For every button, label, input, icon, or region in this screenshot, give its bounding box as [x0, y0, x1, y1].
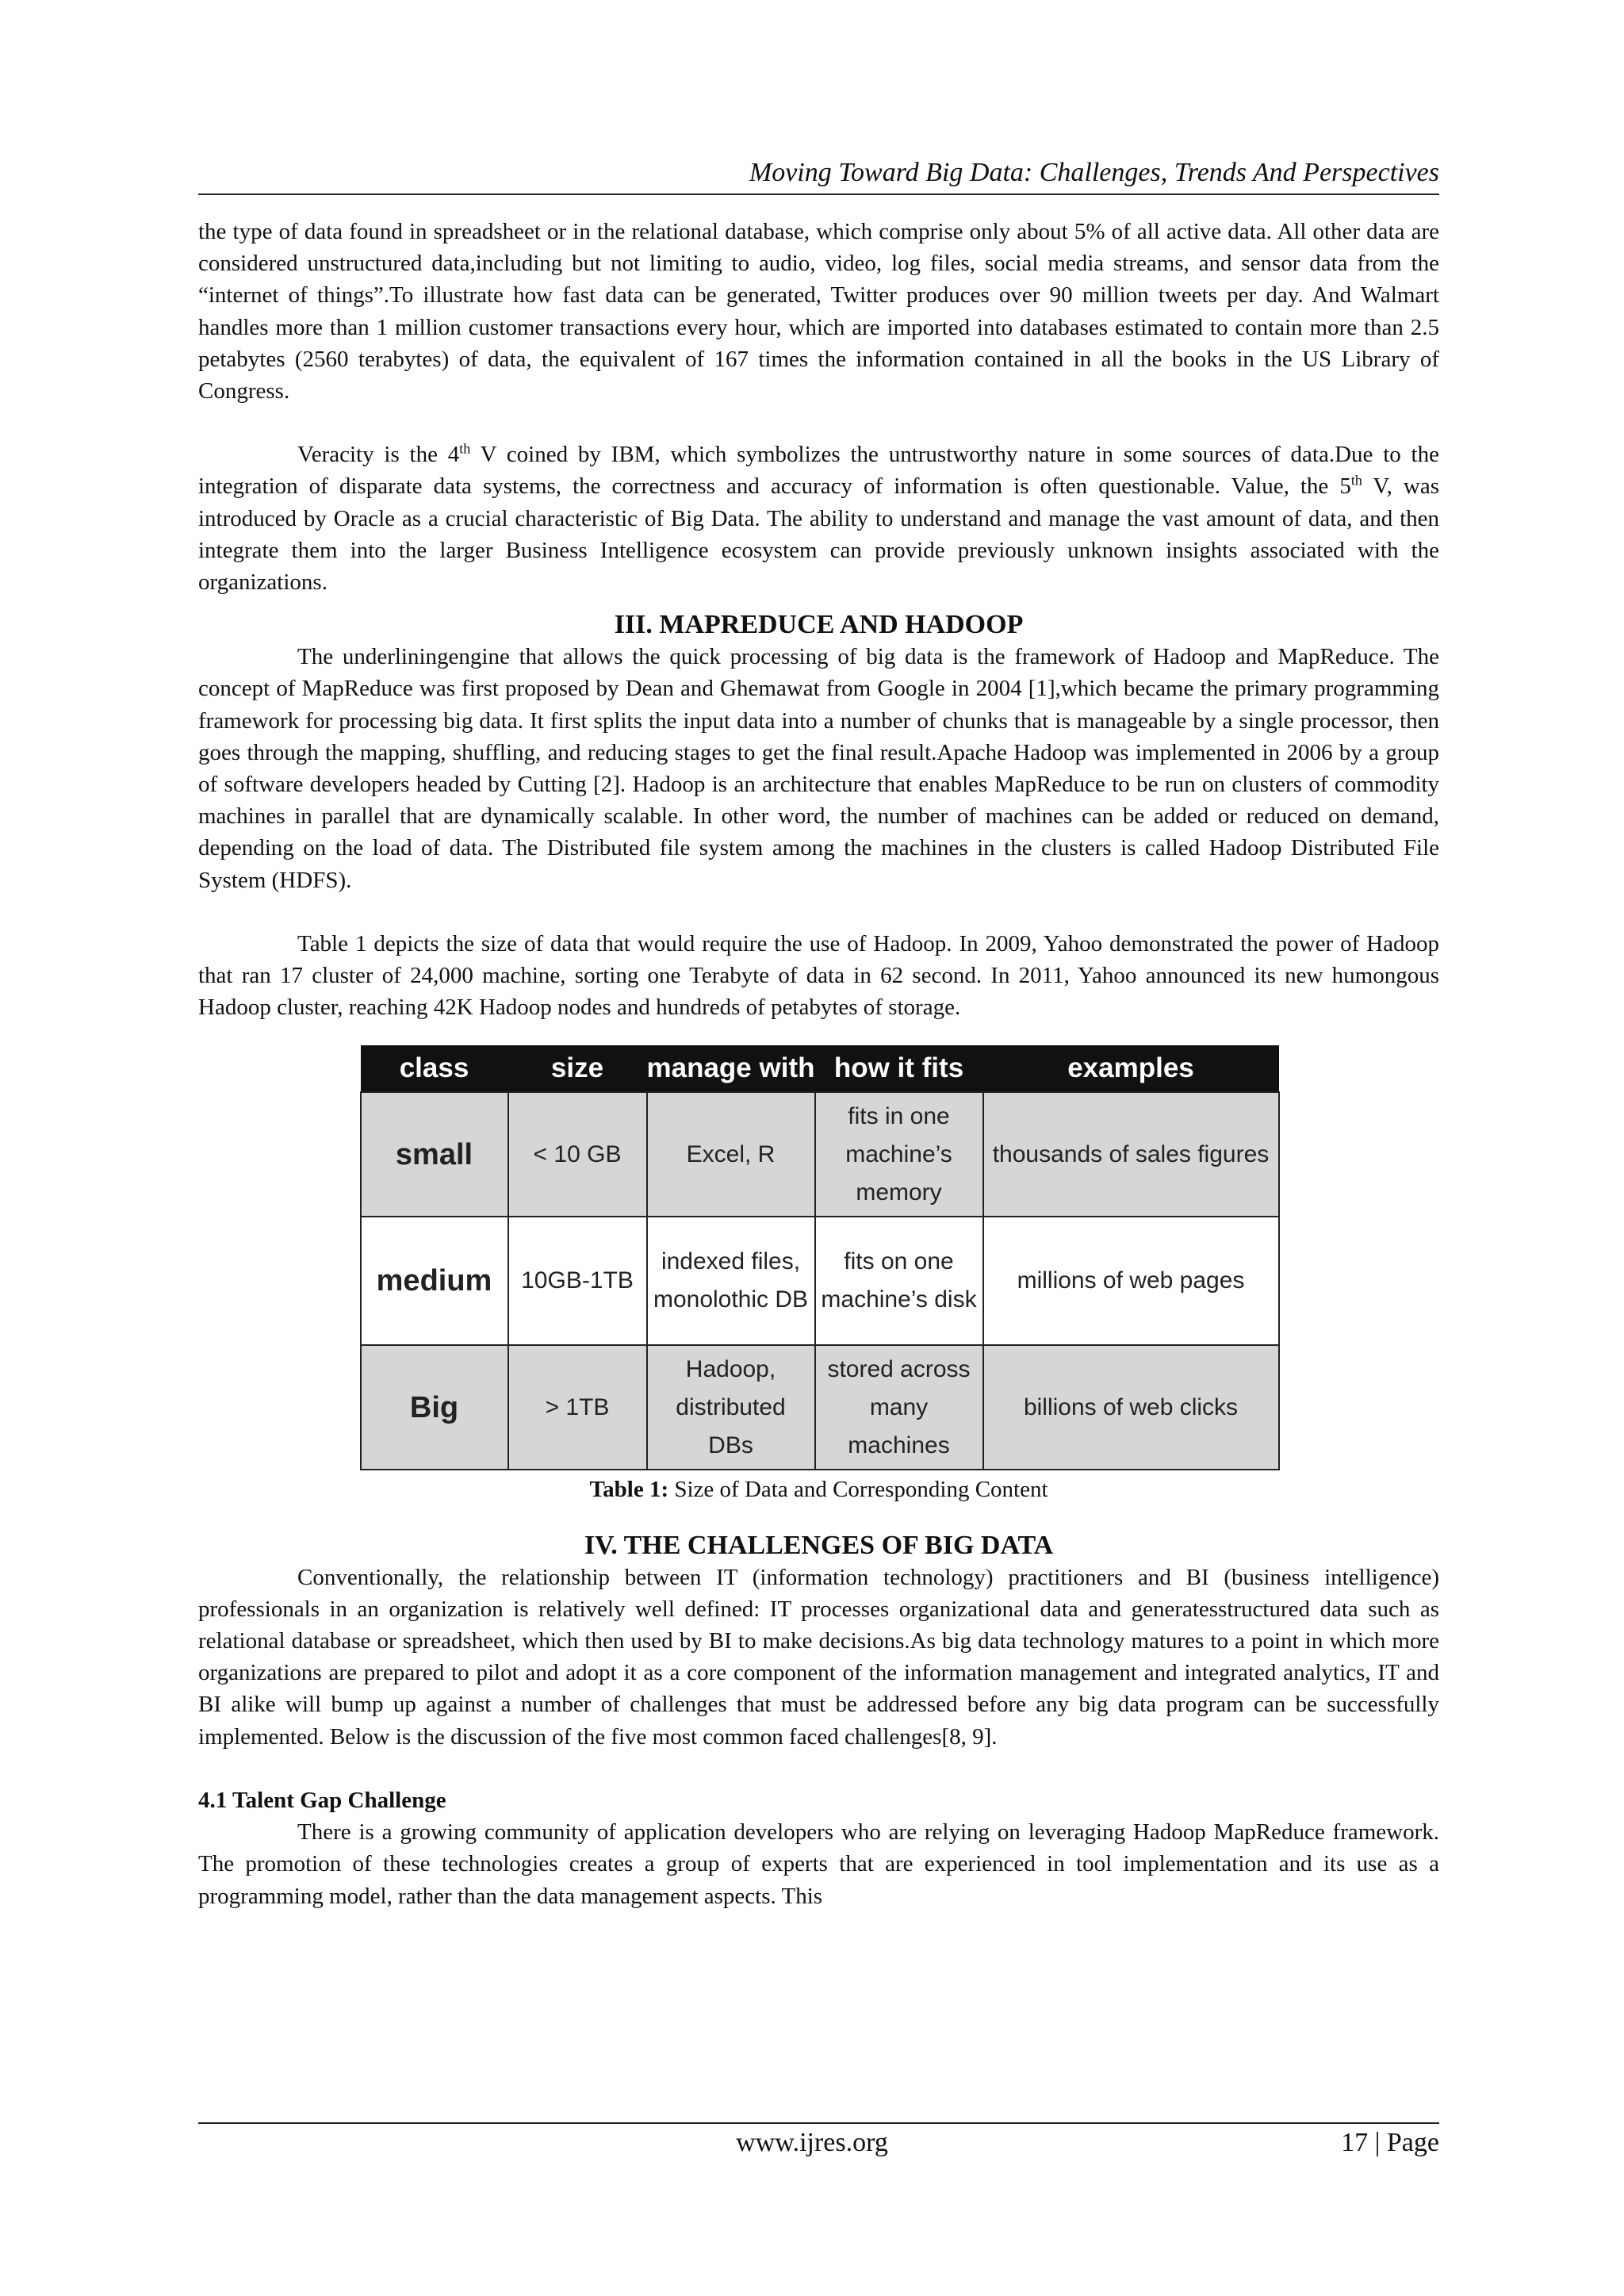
- table-cell: fits on one machine’s disk: [815, 1217, 983, 1345]
- table-header-cell: examples: [983, 1045, 1279, 1092]
- paragraph-table-intro: Table 1 depicts the size of data that would require the use of Hadoop. In 2009, Yahoo demonstrated the power of Hadoop that ran 17 cluster of 24,000 machine, sorting one Terabyte of data in 62 second. In 2011, Yahoo announced its new humongous Hadoop cluster, reaching 42K Hadoop nodes and hundreds of petabytes of storage.: [198, 930, 1439, 1021]
- table-cell: < 10 GB: [508, 1092, 647, 1217]
- table-header-cell: class: [361, 1045, 508, 1092]
- table-caption-label: Table 1:: [589, 1477, 669, 1503]
- page-body: [198, 216, 1439, 1912]
- footer-url: www.ijres.org: [736, 2128, 888, 2157]
- table-row: [361, 1217, 1279, 1345]
- data-size-table: [360, 1045, 1280, 1470]
- paragraph-data-types: the type of data found in spreadsheet or in the relational database, which comprise only about 5% of all active data. All other data are considered unstructured data,including but not limiting to audio, video, log files, social media streams, and sensor data from the “internet of things”.To illustrate how fast data can be generated, Twitter produces over 90 million tweets per day. And Walmart handles more than 1 million customer transactions every hour, which are imported into databases estimated to contain more than 2.5 petabytes (2560 terabytes) of data, the equivalent of 167 times the information contained in all the books in the US Library of Congress.: [198, 219, 1439, 404]
- section-heading-mapreduce: III. MAPREDUCE AND HADOOP: [614, 610, 1024, 640]
- paragraph-veracity: [198, 439, 1439, 598]
- table-cell: Big: [361, 1345, 508, 1470]
- table-caption: [198, 1474, 1439, 1505]
- table-header-cell: manage with: [647, 1045, 815, 1092]
- subsection-heading-talent-gap: 4.1 Talent Gap Challenge: [198, 1787, 446, 1813]
- veracity-text-a: Veracity is the 4: [297, 442, 460, 468]
- table-row: [361, 1345, 1279, 1470]
- table-cell: Hadoop, distributed DBs: [647, 1345, 815, 1470]
- header-rule: [198, 194, 1439, 195]
- table-caption-text: Size of Data and Corresponding Content: [668, 1477, 1048, 1503]
- paragraph-challenges: Conventionally, the relationship between IT (information technology) practitioners and BI (business intelligence) professionals in an organization is relatively well defined: IT processes organizational data and generatesstructured data such as relational database or spreadsheet, which then used by BI to make decisions.As big data technology matures to a point in which more organizations are prepared to pilot and adopt it as a core component of the information management and integrated analytics, IT and BI alike will bump up against a number of challenges that must be addressed before any big data program can be successfully implemented. Below is the discussion of the five most common faced challenges[8, 9].: [198, 1564, 1439, 1750]
- table-cell: millions of web pages: [983, 1217, 1279, 1345]
- table-cell: medium: [361, 1217, 508, 1345]
- table-cell: billions of web clicks: [983, 1345, 1279, 1470]
- running-header: Moving Toward Big Data: Challenges, Trends And Perspectives: [749, 158, 1439, 187]
- superscript-th-2: th: [1350, 472, 1362, 489]
- data-size-table-container: [360, 1045, 1278, 1470]
- veracity-text-b: V coined by IBM, which symbolizes the untrustworthy nature in some sources of data.Due to the integration of disparate data systems, the correctness and accuracy of information is often questionable. Value, the 5: [198, 442, 1439, 500]
- table-cell: Excel, R: [647, 1092, 815, 1217]
- superscript-th-1: th: [459, 440, 471, 457]
- table-cell: stored across many machines: [815, 1345, 983, 1470]
- table-cell: thousands of sales figures: [983, 1092, 1279, 1217]
- section-heading-challenges: IV. THE CHALLENGES OF BIG DATA: [584, 1530, 1054, 1560]
- table-cell: 10GB-1TB: [508, 1217, 647, 1345]
- table-cell: small: [361, 1092, 508, 1217]
- table-cell: indexed files, monolothic DB: [647, 1217, 815, 1345]
- table-cell: > 1TB: [508, 1345, 647, 1470]
- footer-rule: [198, 2122, 1439, 2124]
- table-header-row: [361, 1045, 1279, 1092]
- veracity-text-c: V, was introduced by Oracle as a crucial characteristic of Big Data. The ability to understand and manage the vast amount of data, and then integrate them into the larger Business Intelligence ecosystem can provide previously unknown insights associated with the organizations.: [198, 473, 1439, 596]
- paragraph-talent-gap: There is a growing community of application developers who are relying on leveraging Hadoop MapReduce framework. The promotion of these technologies creates a group of experts that are experienced in tool implementation and its use as a programming model, rather than the data management aspects. This: [198, 1819, 1439, 1909]
- paragraph-mapreduce: The underliningengine that allows the quick processing of big data is the framework of Hadoop and MapReduce. The concept of MapReduce was first proposed by Dean and Ghemawat from Google in 2004 [1],which became the primary programming framework for processing big data. It first splits the input data into a number of chunks that is manageable by a single processor, then goes through the mapping, shuffling, and reducing stages to get the final result.Apache Hadoop was implemented in 2006 by a group of software developers headed by Cutting [2]. Hadoop is an architecture that enables MapReduce to be run on clusters of commodity machines in parallel that are dynamically scalable. In other word, the number of machines can be added or reduced on demand, depending on the load of data. The Distributed file system among the machines in the clusters is called Hadoop Distributed File System (HDFS).: [198, 644, 1439, 893]
- page-number: 17 | Page: [1341, 2128, 1439, 2157]
- table-cell: fits in one machine’s memory: [815, 1092, 983, 1217]
- table-header-cell: size: [508, 1045, 647, 1092]
- table-header-cell: how it fits: [815, 1045, 983, 1092]
- table-row: [361, 1092, 1279, 1217]
